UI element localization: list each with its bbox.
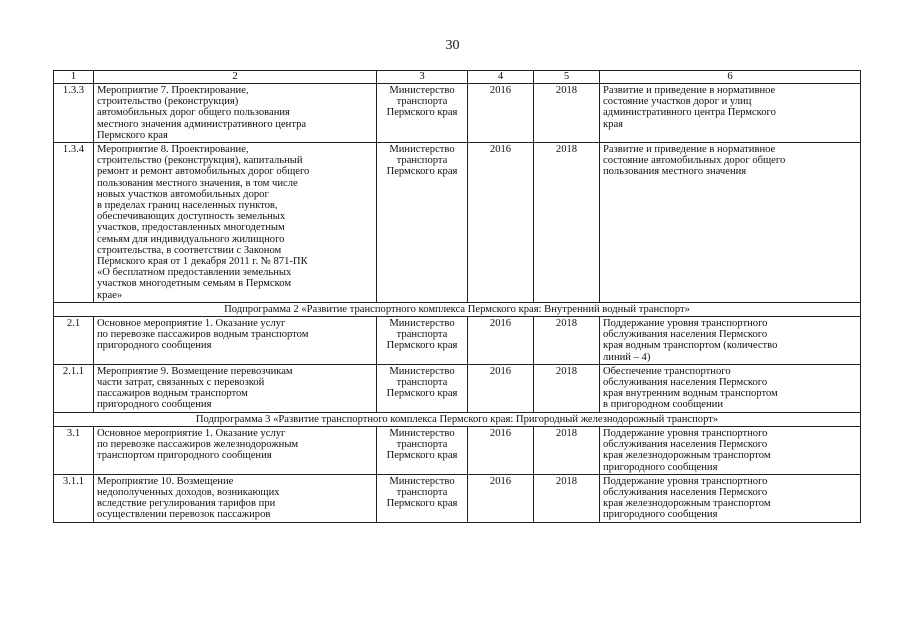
measure-name: Мероприятие 9. Возмещение перевозчикам части затрат, связанных с перевозкой пассажиров водным транспортом пригородного сообщения [94,364,377,412]
expected-result: Поддержание уровня транспортного обслуживания населения Пермского края водным транспортом (количество линий – 4) [600,317,861,365]
program-table [53,70,861,523]
column-number-4: 4 [468,71,534,84]
column-number-row [54,71,861,84]
table-row [54,84,861,143]
table-row [54,426,861,474]
executor: Министерство транспорта Пермского края [377,143,468,303]
column-number-6: 6 [600,71,861,84]
start-year: 2016 [468,317,534,365]
executor: Министерство транспорта Пермского края [377,84,468,143]
expected-result: Развитие и приведение в нормативное состояние участков дорог и улиц административного центра Пермского края [600,84,861,143]
subprogram-row [54,412,861,426]
table-row [54,364,861,412]
end-year: 2018 [534,84,600,143]
measure-name: Мероприятие 7. Проектирование, строительство (реконструкция) автомобильных дорог общего пользования местного значения административного центра Пермского края [94,84,377,143]
item-number: 1.3.3 [54,84,94,143]
start-year: 2016 [468,426,534,474]
executor: Министерство транспорта Пермского края [377,364,468,412]
column-number-2: 2 [94,71,377,84]
subprogram-title: Подпрограмма 2 «Развитие транспортного комплекса Пермского края: Внутренний водный транспорт» [54,302,861,316]
subprogram-row [54,302,861,316]
start-year: 2016 [468,143,534,303]
end-year: 2018 [534,317,600,365]
measure-name: Основное мероприятие 1. Оказание услуг по перевозке пассажиров водным транспортом пригородного сообщения [94,317,377,365]
table-row [54,143,861,303]
measure-name: Мероприятие 8. Проектирование, строительство (реконструкция), капитальный ремонт и ремонт автомобильных дорог общего пользования местного значения, в том числе новых участков автомобильных дорог в пределах границ населенных пунктов, обеспечивающих доступность земельных участков, предоставленных многодетным семьям для индивидуального жилищного строительства, в соответствии с Законом Пермского края от 1 декабря 2011 г. № 871-ПК «О бесплатном предоставлении земельных участков многодетным семьям в Пермском крае» [94,143,377,303]
start-year: 2016 [468,84,534,143]
table-row [54,474,861,522]
table-body [54,71,861,523]
column-number-3: 3 [377,71,468,84]
item-number: 3.1.1 [54,474,94,522]
end-year: 2018 [534,474,600,522]
item-number: 2.1.1 [54,364,94,412]
subprogram-title: Подпрограмма 3 «Развитие транспортного комплекса Пермского края: Пригородный железнодорожный транспорт» [54,412,861,426]
measure-name: Основное мероприятие 1. Оказание услуг по перевозке пассажиров железнодорожным транспортом пригородного сообщения [94,426,377,474]
column-number-1: 1 [54,71,94,84]
table-row [54,317,861,365]
page-number: 30 [445,38,460,53]
executor: Министерство транспорта Пермского края [377,317,468,365]
executor: Министерство транспорта Пермского края [377,474,468,522]
start-year: 2016 [468,474,534,522]
measure-name: Мероприятие 10. Возмещение недополученных доходов, возникающих вследствие регулирования тарифов при осуществлении перевозок пассажиров [94,474,377,522]
expected-result: Развитие и приведение в нормативное состояние автомобильных дорог общего пользования местного значения [600,143,861,303]
start-year: 2016 [468,364,534,412]
item-number: 3.1 [54,426,94,474]
item-number: 2.1 [54,317,94,365]
item-number: 1.3.4 [54,143,94,303]
expected-result: Поддержание уровня транспортного обслуживания населения Пермского края железнодорожным транспортом пригородного сообщения [600,474,861,522]
column-number-5: 5 [534,71,600,84]
end-year: 2018 [534,364,600,412]
end-year: 2018 [534,143,600,303]
end-year: 2018 [534,426,600,474]
expected-result: Поддержание уровня транспортного обслуживания населения Пермского края железнодорожным транспортом пригородного сообщения [600,426,861,474]
executor: Министерство транспорта Пермского края [377,426,468,474]
expected-result: Обеспечение транспортного обслуживания населения Пермского края внутренним водным транспортом в пригородном сообщении [600,364,861,412]
